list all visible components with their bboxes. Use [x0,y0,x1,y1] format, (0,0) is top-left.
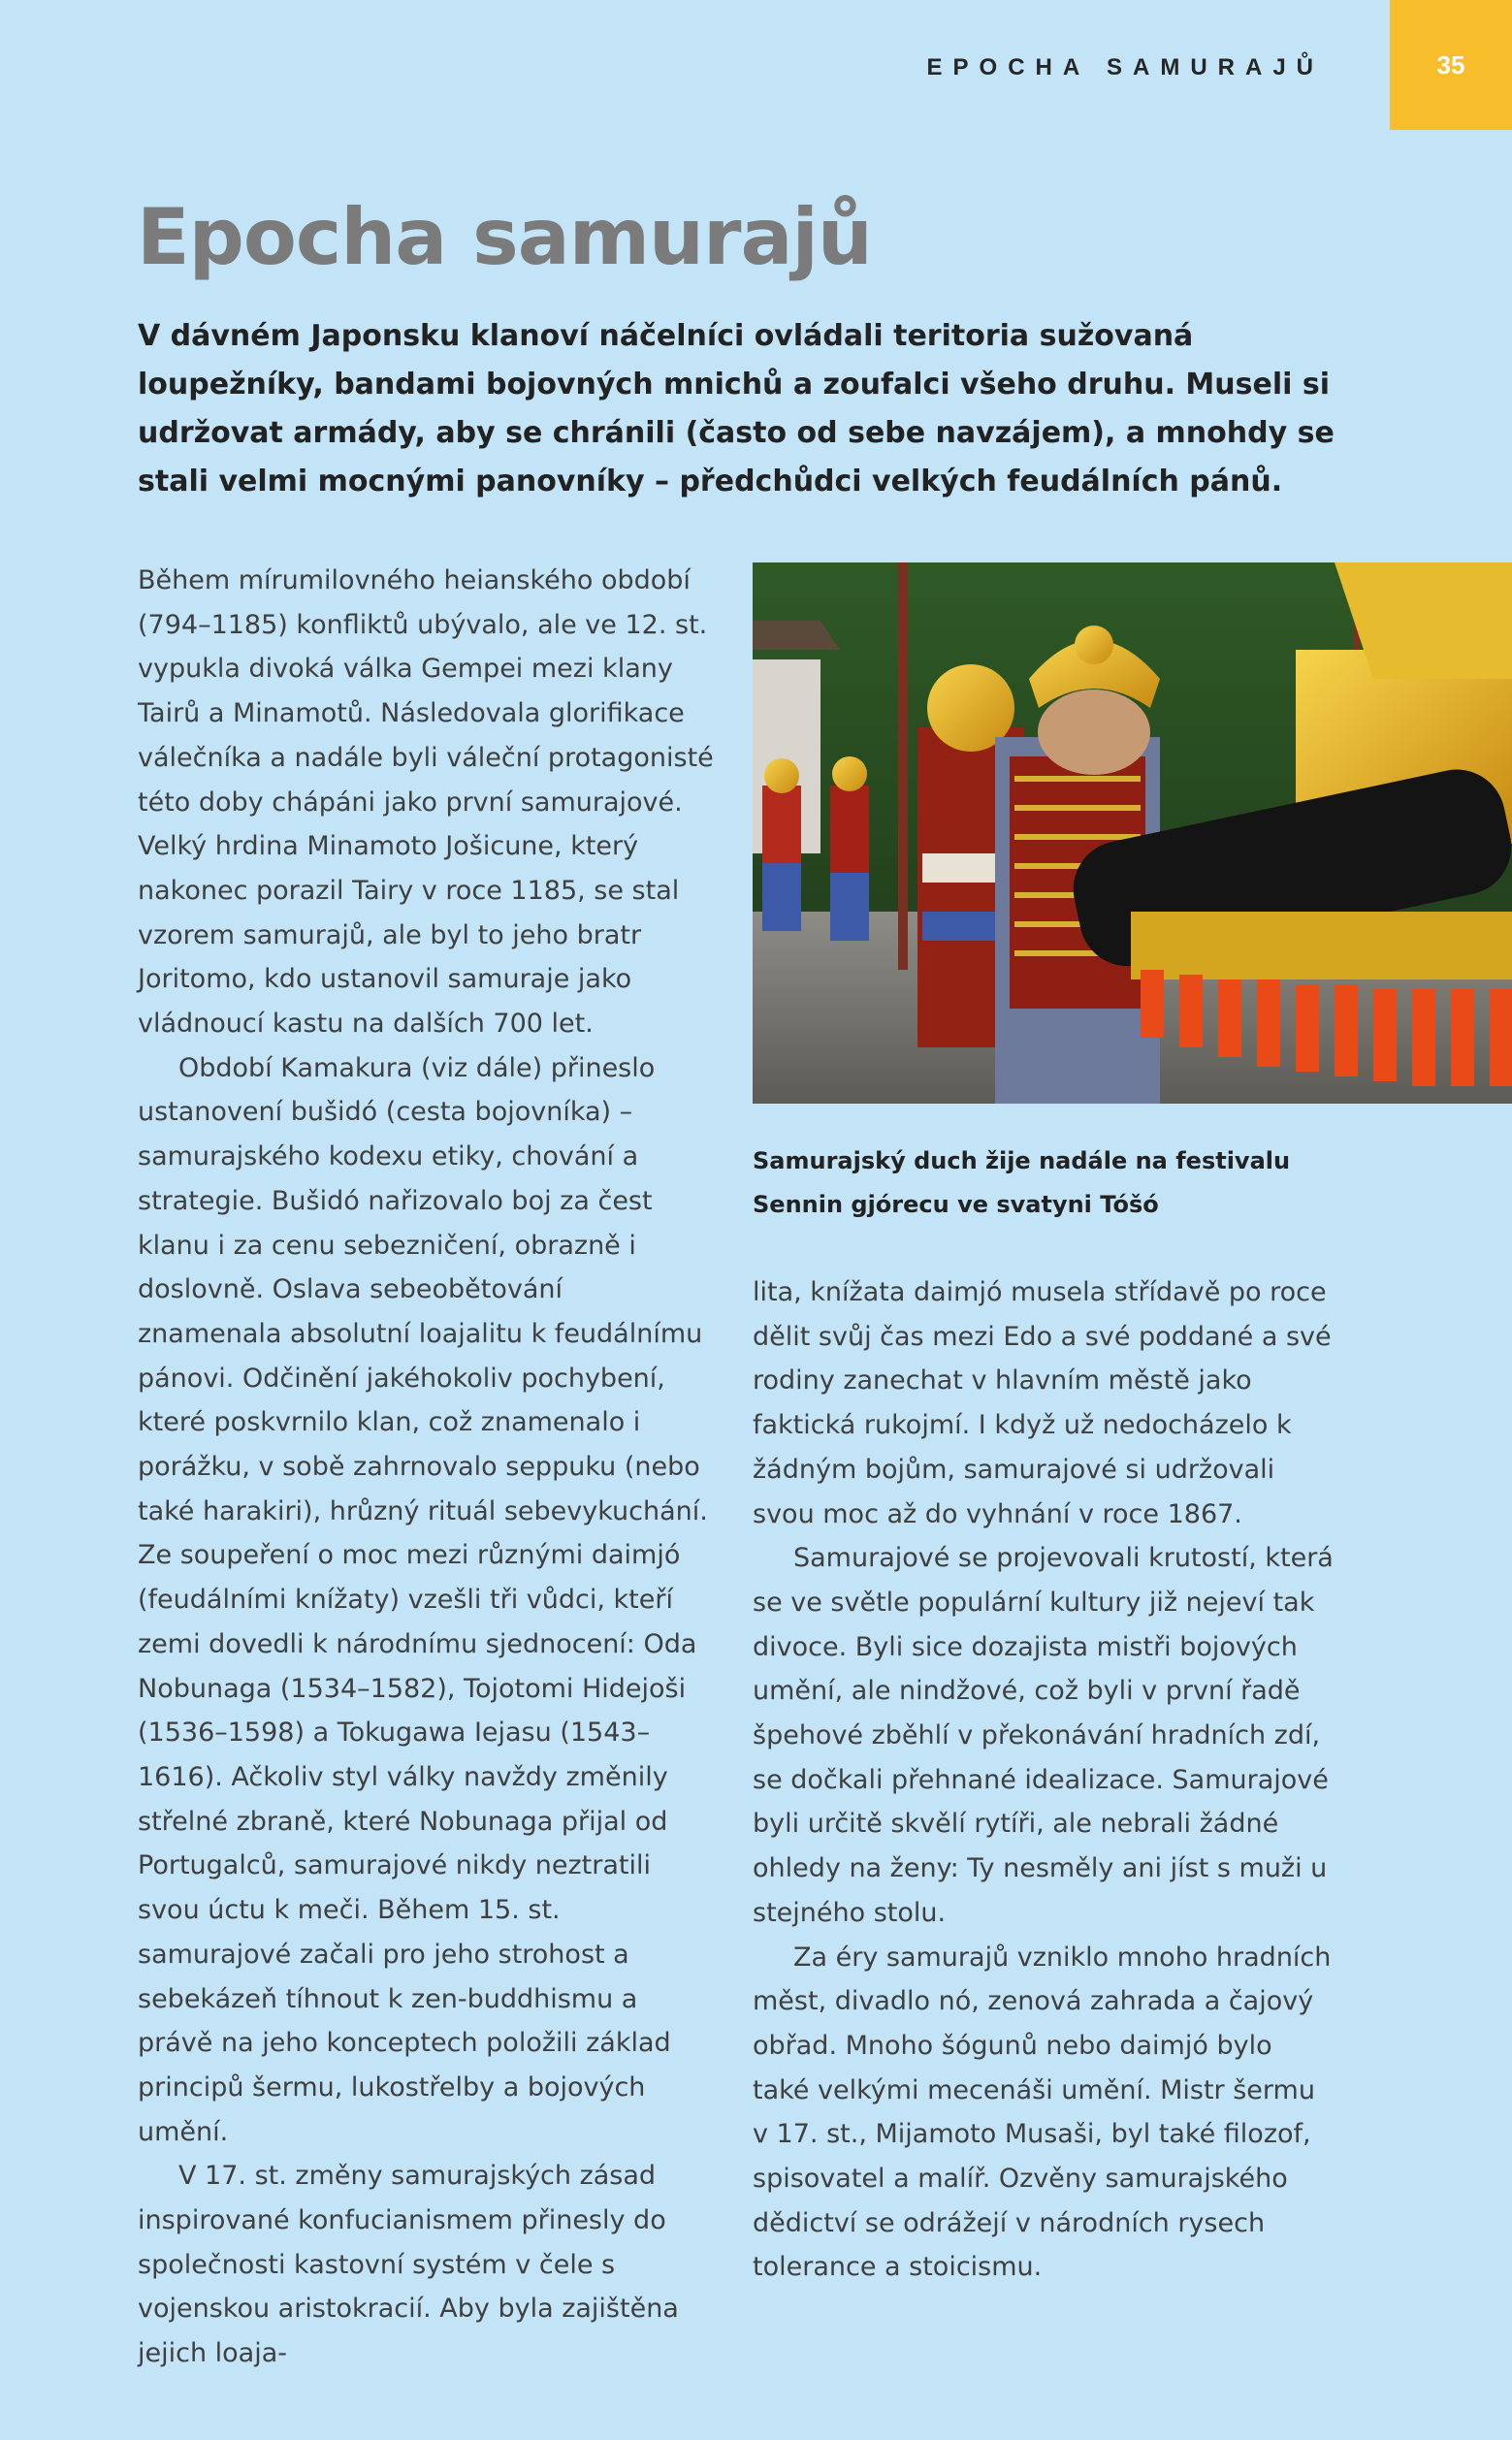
body-paragraph: Období Kamakura (viz dále) přineslo ustanovení bušidó (cesta bojovníka) – samurajského kodexu etiky, chování a strategie. Bušidó nařizovalo boj za čest klanu i za cenu sebezničení, obrazně i doslovně. Oslava sebeobětování znamenala absolutní loajalitu k feudálnímu pánovi. Odčinění jakéhokoliv pochybení, které poskvrnilo klan, což znamenalo i porážku, v sobě zahrnovalo seppuku (nebo také harakiri), hrůzný rituál sebevykuchání. Ze soupeření o moc mezi různými daimjó (feudálními knížaty) vzešli tři vůdci, kteří zemi dovedli k národnímu sjednocení: Oda Nobunaga (1534–1582), Tojotomi Hidejoši (1536–1598) a Tokugawa Iejasu (1543–1616). Ačkoliv styl války navždy změnily střelné zbraně, které Nobunaga přijal od Portugalců, samurajové nikdy neztratili svou úctu k meči. Během 15. st. samurajové začali pro jeho strohost a sebekázeň tíhnout k zen-buddhismu a právě na jeho konceptech položili základ principů šermu, lukostřelby a bojových umění. [138,1052,708,2147]
article-lead: V dávném Japonsku klanoví náčelníci ovládali teritoria sužovaná loupežníky, bandami bojovných mnichů a zoufalci všeho druhu. Museli si udržovat armády, aby se chránili (často od sebe navzájem), a mnohdy se stali velmi mocnými panovníky – předchůdci velkých feudálních pánů. [138,319,1335,498]
body-paragraph: lita, knížata daimjó musela střídavě po roce dělit svůj čas mezi Edo a své poddané a své rodiny zanechat v hlavním městě jako faktická rukojmí. I když už nedocházelo k žádným bojům, samurajové si udržovali svou moc až do vyhnání v roce 1867. [753,1277,1332,1529]
running-header: EPOCHA SAMURAJŮ [926,54,1324,80]
samurai-festival-photo [753,562,1512,1104]
photo-caption: Samurajský duch žije nadále na festivalu Sennin gjórecu ve svatyni Tóšó [753,1147,1291,1218]
left-column [138,559,714,2376]
body-paragraph: Za éry samurajů vzniklo mnoho hradních měst, divadlo nó, zenová zahrada a čajový obřad. Mnoho šógunů nebo daimjó bylo také velkými mecenáši umění. Mistr šermu v 17. st., Mijamoto Musaši, byl také filozof, spisovatel a malíř. Ozvěny samurajského dědictví se odrážejí v národních rysech tolerance a stoicismu. [753,1942,1332,2283]
page-number-tab [1390,0,1512,130]
article-title: Epocha samurajů [137,192,872,282]
body-paragraph: Během mírumilovného heianského období (794–1185) konfliktů ubývalo, ale ve 12. st. vypukla divoká válka Gempei mezi klany Tairů a Minamotů. Následovala glorifikace válečníka a nadále byli váleční protagonisté této doby chápáni jako první samurajové. Velký hrdina Minamoto Jošicune, který nakonec porazil Tairy v roce 1185, se stal vzorem samurajů, ale byl to jeho bratr Joritomo, kdo ustanovil samuraje jako vládnoucí kastu na dalších 700 let. [138,565,714,1040]
body-paragraph: V 17. st. změny samurajských zásad inspirované konfucianismem přinesly do společnosti kastovní systém v čele s vojenskou aristokracií. Aby byla zajištěna jejich loaja- [138,2161,679,2369]
body-paragraph: Samurajové se projevovali krutostí, která se ve světle populární kultury již nejeví tak divoce. Byli sice dozajista mistři bojových umění, ale nindžové, což byli v první řadě špehové zběhlí v překonávání hradních zdí, se dočkali přehnané idealizace. Samurajové byli určitě skvělí rytíři, ale nebrali žádné ohledy na ženy: Ty nesměly ani jíst s muži u stejného stolu. [753,1543,1334,1928]
page-number: 35 [1436,49,1465,80]
right-column [753,1270,1335,2290]
